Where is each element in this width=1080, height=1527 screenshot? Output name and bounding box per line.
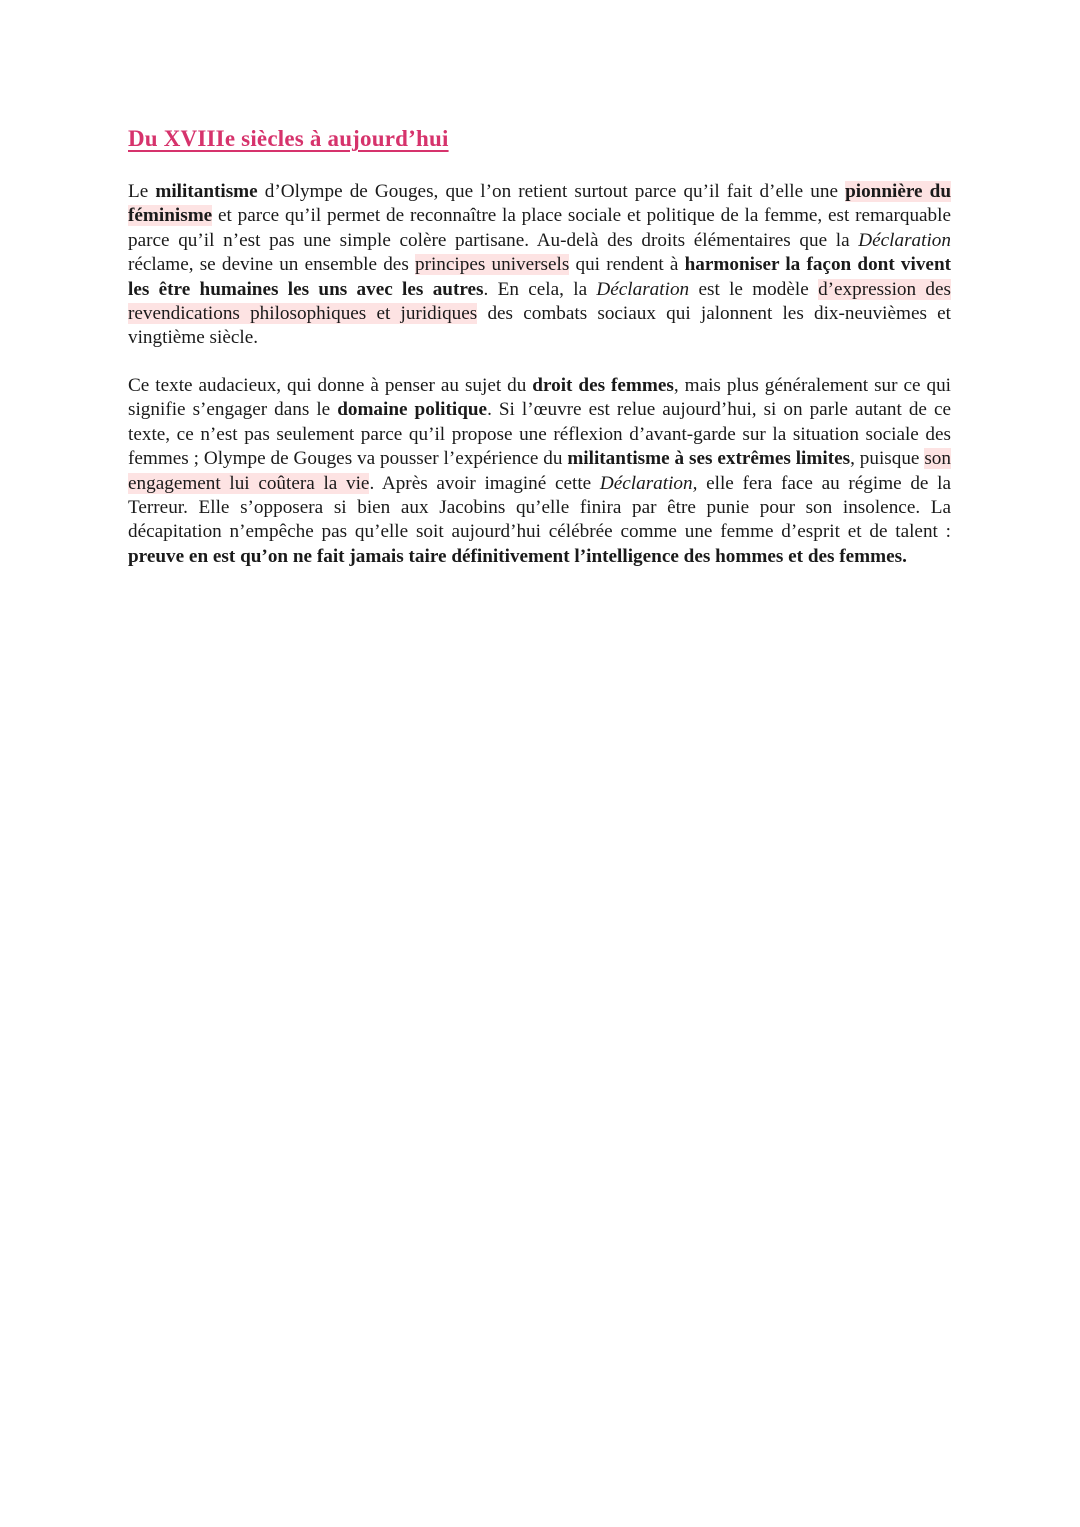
- text-segment: elle fera face au régime de la Terreur. Elle s’opposera si bien aux Jacobins qu’elle finira par être punie pour son insolence. La décapitation n’empêche pas qu’elle soit aujourd’hui célébrée comme une femme d’esprit et de talent :: [128, 472, 951, 543]
- text-segment: . En cela, la: [483, 278, 597, 300]
- text-segment: militantisme à ses extrêmes limites: [567, 448, 851, 470]
- text-segment: Ce texte audacieux, qui donne à penser au sujet du: [128, 375, 533, 396]
- text-segment: est le modèle: [689, 278, 819, 300]
- text-segment: des combats sociaux qui jalonnent les dix-neuvièmes et vingtième siècle.: [128, 303, 951, 349]
- text-segment: droit des femmes: [532, 375, 674, 396]
- text-segment: d’Olympe de Gouges, que l’on retient surtout parce qu’il fait d’elle une: [257, 181, 846, 202]
- text-segment: preuve en est qu’on ne fait jamais taire définitivement l’intelligence des hommes et des femmes.: [128, 545, 907, 567]
- text-segment: réclame, se devine un ensemble des: [128, 254, 415, 276]
- text-segment: principes universels: [414, 254, 570, 276]
- text-segment: Déclaration: [858, 229, 951, 251]
- text-segment: harmoniser la façon dont vivent les être humaines les uns avec les autres: [128, 254, 952, 300]
- text-segment: Déclaration: [596, 278, 690, 300]
- text-segment: Déclaration,: [599, 472, 698, 494]
- text-segment: pionnière du féminisme: [128, 181, 952, 227]
- paragraph-2: [128, 374, 951, 569]
- text-segment: . Si l’œuvre est relue aujourd’hui, si on parle autant de ce texte, ce n’est pas seulement parce qu’il propose une réflexion d’avant-garde sur la situation sociale des femmes ; Olympe de Gouges va pousser l’expérience du: [128, 399, 951, 470]
- text-segment: qui rendent à: [569, 254, 685, 276]
- text-segment: Le: [128, 181, 156, 202]
- text-segment: . Après avoir imaginé cette: [369, 472, 600, 494]
- text-segment: militantisme: [155, 181, 258, 202]
- section-heading: Du XVIIIe siècles à aujourd’hui: [128, 126, 449, 151]
- paragraph-1: [128, 180, 951, 351]
- text-segment: , puisque: [850, 448, 925, 470]
- text-segment: , mais plus généralement sur ce qui signifie s’engager dans le: [128, 375, 951, 421]
- text-segment: et parce qu’il permet de reconnaître la place sociale et politique de la femme, est remarquable parce qu’il n’est pas une simple colère partisane. Au-delà des droits élémentaires que la: [128, 205, 951, 251]
- text-segment: son engagement lui coûtera la vie: [128, 448, 951, 494]
- text-segment: d’expression des revendications philosophiques et juridiques: [128, 278, 952, 325]
- text-segment: domaine politique: [337, 399, 488, 421]
